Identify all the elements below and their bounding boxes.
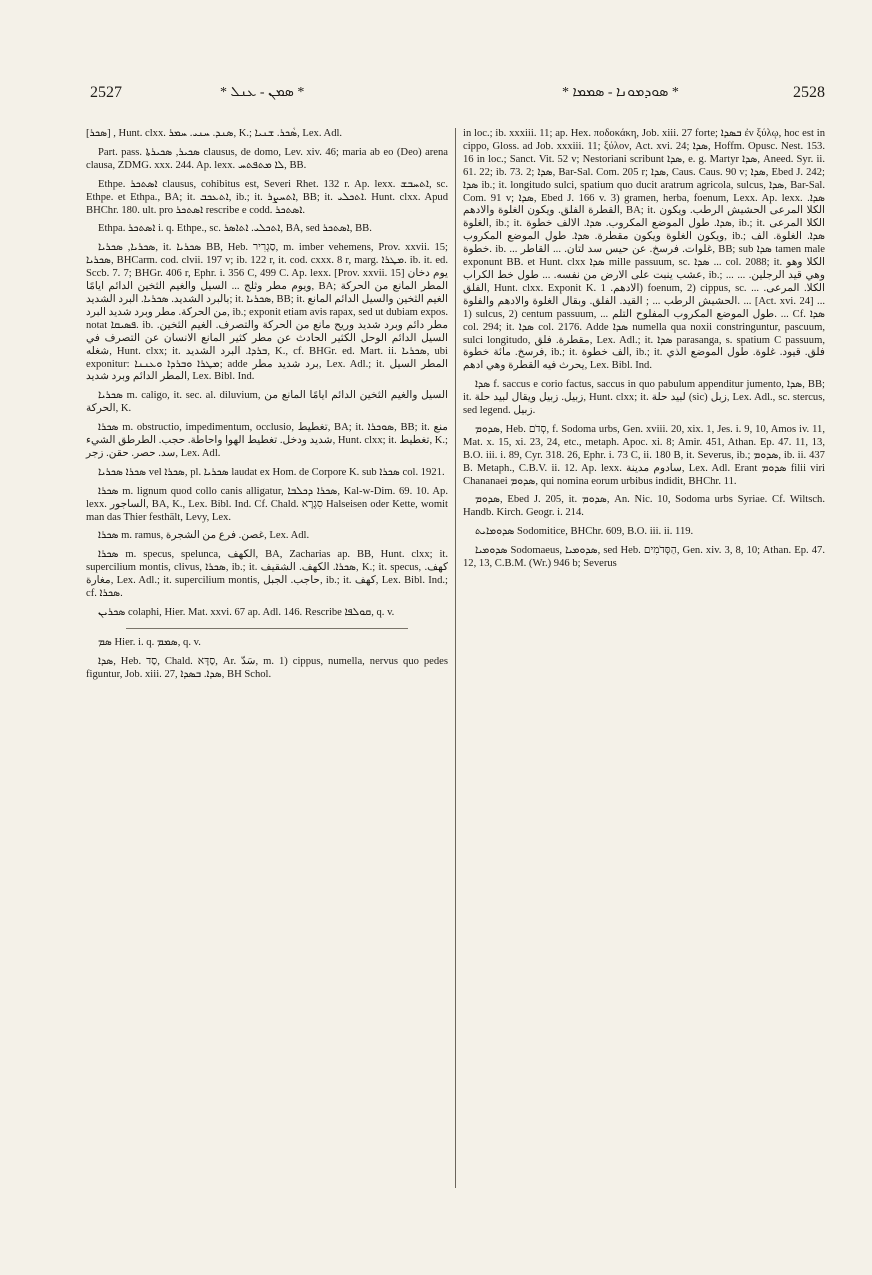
column-divider	[455, 128, 456, 1188]
page-number-right: 2528	[793, 84, 825, 101]
dictionary-entry: in loc.; ib. xxxiii. 11; ap. Hex. ποδοκάκη, Job. xiii. 27 forte; ܒܣܕܐ ἐν ξύλῳ, hoc est in cippo, Gloss. ad Job. xxxiii. 11; ξύλον, Act. xvi. 24; ܣܕܐ, Hoffm. Opusc. Nest. 153. 16 in loc.; Sanct. Vit. 52 v; Nestoriani scribunt ܣܕܐ, e. g. Martyr ܣܕܐ, Aneed. Syr. ii. 61. 22; ib. 73. 2; ܣܕܐ, Bar-Sal. Com. 205 r; ܣܕܐ, Caus. Caus. 90 v; ܣܕܐ, Ebed J. 242; ܣܕܐ ib.; it. longitudo sulci, spatium quo ducit aratrum agricola, sulcus, ܣܕܐ, Bar-Sal. Com. 91 v; ܣܕܐ, Ebed J. 166 v. 3) gramen, herba, foenum, Lexx. Ap. lexx. ܣܕܐ. القطرة الفلق. ويكون الغلوة والادهم, BA; it. الكلا المرعى الحشيش الرطب. ويكون الغلوة, ib.; it. ܣܕܐ. طول الموضع المكروب. ܣܕܐ. الالف خطوة, ib.; it. الكلا المرعى ويكون الغلوة ويكون مقطرة. ܣܕܐ. طول الموضع المكروب, ib.; ܣܕܐ. الغلوة. الف خطوة. ib. ... غلوات. فرسخ. عن حيس سد لتان. ... القاطر, BB; sub ܣܕܐ tamen male exponunt BB. et Hunt. clxx ܣܕܐ mille passuum, sc. ܣܕܐ ... col. 2088; it. الكلا وهو عشب ينبت على الارض من نفسه. ... طول خط الكراب, ib.; ... وهي قيد الرجلين. ... الفلق, Hunt. clxx. Exponit K. الادهم. 1) foenum, 2) cippus, sc. ... الكلا. المرعى. الحشيش الرطب ... ; القيد. الفلق. وبقال الغلوة والادهم والفلوة. ... [Act. xvi. 24] ... 1) sulcus, 2) centum passuum, ... طول الموضع المكروب المفلوح التلم. ... Cf. ܣܕܐ col. 294; it. ܣܕܐ col. 2176. Adde ܣܕܐ numella qua noxii constringuntur, pascuum, sulci longitudo, مقطرة. فلق, Lex. Adl.; it. ܣܕܐ parasanga, s. spatium C passuum, فرسخ. مائة خطوة, ib.; it. الف خطوة, ib.; it. فلق. قيود. غلوة. طول الموضع الذي يحرث فيه القطرة وهي ادهم, Lex. Bibl. Ind.	[463, 128, 826, 372]
dictionary-entry: ܣܕܘܡ, Heb. סְדֹם, f. Sodoma urbs, Gen. xviii. 20, xix. 1, Jes. i. 9, 10, Amos iv. 11, Mat. x. 15, xi. 23, 24, etc., metaph. Apoc. xi. 8; Amir. 451, Athan. Ep. 47. 11, 13, B.O. iii. i. 89, Cyr. 318. 26, Ephr. i. 73 C, ii. 180 B, it. Severus, ib.; ܣܕܘܡ, ib. ii. 437 B. Metaph., C.B.V. ii. 12. Ap. lexx. سادوم مدينة, Lex. Adl. Erant ܣܕܘܡ filii viri Chananaei ܣܕܘܡ, qui nomina eorum urbibus indidit, BHChr. 11.	[463, 423, 825, 487]
dictionary-entry: ܣܟܪܐ ܣܟܪܝܐ vel ܣܟܪܐ, pl. ܣܟܪܝܐ laudat ex Hom. de Corpore K. sub ܣܟܪܐ col. 1921.	[98, 466, 445, 478]
dictionary-entry: ܣܟܪܝܐ, ܣܟܪܝܐ, it. ܣܟܪܝܐ BB, Heb. סַגְרִיר, m. imber vehemens, Prov. xxvii. 15; ܣܟܪܝܐ, BHCarm. cod. clvii. 197 v; ib. 122 r, it. cod. cxxx. 8 r, marg. ܡܛܪܐ. ib. it. ed. Sccb. 7. 7; BHGr. 406 r, Ephr. i. 356 C, 499 C. Ap. lexx. [Prov. xxvii. 15] يوم دخان ويوم مطر وثلج ... السيل والغيم الثخين الدائم ايامًا, BA; المطر المانع من الحركة بالبرد الشديد. ܣܟܪܝܐ. البرد الشديد; it. ܣܟܪܝܐ, BB; it. الغيم الثخين والسيل الدائم المانع من الحركة. مطر وبرد شديد البرد, ib.; exponit etiam avis rapax, sed ut dubiam expos. notat ܦܣܝܩܐ. ib. مطر دائم وبرد شديد وريح مانع من الحركة والتصرف. الغيم الثخين. السيل الدائم الوحل الكثير الحادث عن مطر كثير المانع الانسان عن التصرف في شغله, Hunt. clxx; it. ܒܪܕܐ. البرد الشديد, K., cf. BHGr. ed. Mart. ii. ܣܟܪܝܐ, ubi exponitur: ܡܛܪܐ ܘܒܪܕܐ ܘܥܢܢܐ; adde برد شديد مطر, Lex. Adl.; it. المطر السيل المطر الدائم وبرد شديد, Lex. Bibl. Ind.	[86, 242, 449, 383]
dictionary-entry: ܣܡ Hier. i. q. ܣܡܡ, q. v.	[98, 636, 201, 648]
section-rule	[126, 628, 408, 629]
dictionary-entry: [ܣܟܪ] , Hunt. clxx. ܣܢܕ. ܚܢܝ. ܚܡܪ, K.; ܣܵܟܪ. ܫܢܝܐ, Lex. Adl.	[86, 128, 343, 139]
dictionary-entry: ܣܕܘܡܐܝܬ Sodomitice, BHChr. 609, B.O. iii. ii. 119.	[475, 526, 694, 538]
page-number-left: 2527	[90, 84, 122, 101]
dictionary-entry: Ethpe. ܐܣܬܟܪ clausus, cohibitus est, Severi Rhet. 132 r. Ap. lexx. ܐܬܚܒܫ, sc. Ethpe. et Ethpa., BA; it. ܐܬܥܟܒ, ib.; it. ܐܬܚܨܪ, BB; it. ܐܬܟܠܝ. Hunt. clxx. Apud BHChr. 180. ult. pro ܐܣܬܟܪ rescribe e codd. ܐܣܬܟܪ.	[86, 178, 448, 216]
dictionary-entry: ܣܕܘܡ, Ebed J. 205, it. ܣܕܘܡ, An. Nic. 10, Sodoma urbs Syriae. Cf. Wiltsch. Handb. Kirch. Geogr. i. 214.	[463, 494, 825, 519]
left-column	[86, 128, 448, 688]
running-title-left: * ܣܡܢ - ܥܢܠ *	[220, 85, 305, 100]
dictionary-entry: ܣܕܐ, Heb. סַד, Chald. סַדָּא, Ar. سَدّ, m. 1) cippus, numella, nervus quo pedes figuntur, Job. xiii. 27, ܣܕܐ. ܒܣܕܐ, BH Schol.	[86, 655, 448, 680]
dictionary-entry: ܣܟܪܝܐ m. caligo, it. sec. al. diluvium, السيل والغيم الثخين الدائم ايامًا المانع من الحركة, K.	[86, 390, 448, 415]
page-header	[90, 84, 825, 106]
dictionary-entry: ܣܟܪܐ m. specus, spelunca, الكهف, BA, Zacharias ap. BB, Hunt. clxx; it. supercilium montis, clivus, ܣܟܪܐ, ib.; it. ܣܟܪܐ. الكهف. الشقيف, K.; it. specus, كهف. مغارة, Lex. Adl.; it. supercilium montis, حاجب. الجبل, ib.; it. كهف, Lex. Bibl. Ind.; cf. ܣܟܪܐ.	[86, 549, 448, 600]
dictionary-entry: ܣܟܪܐ m. obstructio, impedimentum, occlusio, تغطيط, BA; it. ܣܘܟܪܐ, BB; it. منع شديد ودخل. تغطيط الهوا واحاطة. حجب. الطرطق الشيء, Hunt. clxx; it. تغطيط, K.; سد. حصر. حقن. زجر, Lex. Adl.	[86, 422, 448, 459]
dictionary-entry: ܣܕܐ f. saccus e corio factus, saccus in quo pabulum appenditur jumento, ܣܕܐ, BB; it. زبيل. زبيل ويقال لبيد حلة, Hunt. clxx; it. لبيد حلة (sic) زبل, Lex. Adl., sc. stercus, sed legend. زبيل.	[463, 379, 825, 417]
dictionary-entry: Ethpa. ܐܣܬܟܪ i. q. Ethpe., sc. ܐܬܟܠܝ. ܐܬܐܣܪ, BA, sed ܐܣܬܟܪ, BB.	[98, 223, 372, 235]
dictionary-entry: ܣܟܪܝܢ colaphi, Hier. Mat. xxvi. 67 ap. Adl. 146. Rescribe ܩܘܠܦܐ, q. v.	[98, 607, 395, 618]
right-column	[463, 128, 825, 577]
dictionary-entry: Part. pass. ܣܟܝܪ, ܣܟܝܪܬܐ clausus, de domo, Lev. xiv. 46; maria ab eo (Deo) arena clausa, ZDMG. xxx. 244. Ap. lexx. ܠܐ ܡܬܦܬܚ, BB.	[86, 146, 449, 171]
dictionary-entry: ܣܕܘܡܝܐ Sodomaeus, ܣܕܘܡܝܐ, sed Heb. הַסְּדֹמִים, Gen. xiv. 3, 8, 10; Athan. Ep. 47. 12, 13, C.B.M. (Wr.) 946 b; Severus	[463, 545, 826, 570]
dictionary-entry: ܣܟܪܐ m. lignum quod collo canis alligatur, ܣܟܪܐ ܕܟܠܒܐ, Kal-w-Dim. 69. 10. Ap. lexx. الساجور, BA, K., Lex. Bibl. Ind. Cf. Chald. סִגְרָא Halseisen oder Kette, womit man das Thier festhält, Levy, Lex.	[86, 485, 448, 523]
running-title-right: * ܣܘܕܡܘܢܐ - ܣܡܡܐ *	[562, 85, 679, 100]
dictionary-entry: ܣܟܪܐ m. ramus, غصن. فرع من الشجرة, Lex. Adl.	[98, 530, 310, 542]
